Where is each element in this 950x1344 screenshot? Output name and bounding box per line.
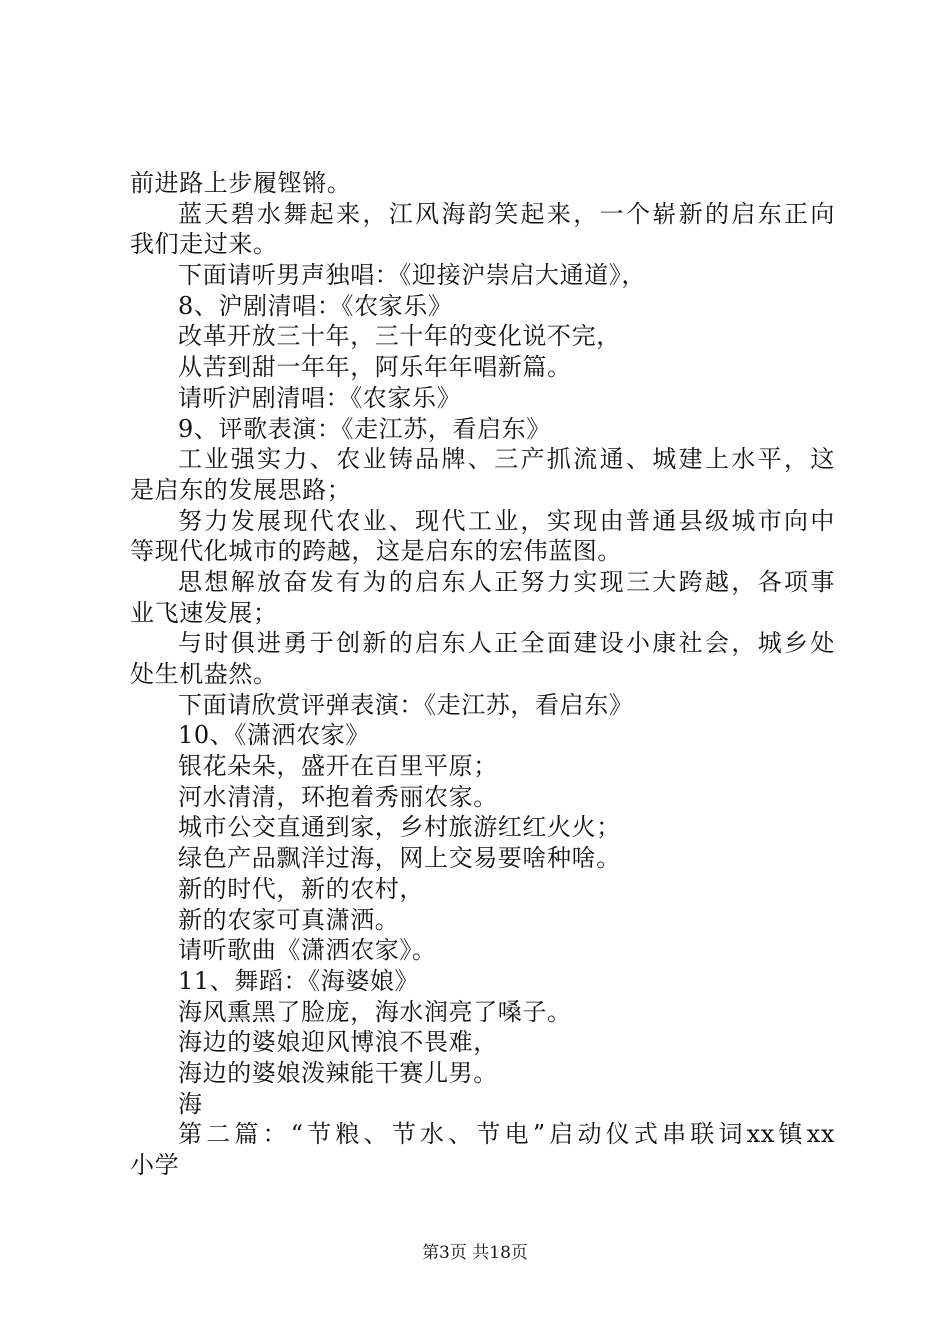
text-line: 银花朵朵，盛开在百里平原； xyxy=(178,752,498,781)
text-line: 海边的婆娘泼辣能干赛儿男。 xyxy=(178,1058,498,1087)
text-line: 请听歌曲《潇洒农家》。 xyxy=(178,936,437,965)
text-line: 等现代化城市的跨越，这是启东的宏伟蓝图。 xyxy=(130,537,622,566)
text-line: 下面请欣赏评弹表演：《走江苏，看启东》 xyxy=(178,690,634,719)
text-line: 从苦到甜一年年，阿乐年年唱新篇。 xyxy=(178,353,572,382)
text-line: 请听沪剧清唱：《农家乐》 xyxy=(178,383,462,412)
text-line: 思想解放奋发有为的启东人正努力实现三大跨越，各项事 xyxy=(178,567,835,596)
text-line: 海边的婆娘迎风博浪不畏难， xyxy=(178,1028,498,1057)
text-line: 处生机盎然。 xyxy=(130,660,278,688)
text-line: 海 xyxy=(178,1089,203,1118)
section-heading: 9、评歌表演：《走江苏，看启东》 xyxy=(178,414,551,443)
text-line: 与时俱进勇于创新的启东人正全面建设小康社会，城乡处 xyxy=(178,629,835,658)
text-line: 前进路上步履铿锵。 xyxy=(130,169,352,197)
text-line: 新的农家可真潇洒。 xyxy=(178,905,400,934)
text-line: 海风熏黑了脸庞，海水润亮了嗓子。 xyxy=(178,997,572,1026)
text-line: 业飞速发展； xyxy=(130,598,278,627)
text-line: 努力发展现代农业、现代工业，实现由普通县级城市向中 xyxy=(178,506,835,535)
text-line: 城市公交直通到家，乡村旅游红红火火； xyxy=(178,813,621,842)
text-line: 是启东的发展思路； xyxy=(130,475,352,504)
text-line: 改革开放三十年，三十年的变化说不完， xyxy=(178,322,621,351)
section-heading: 11、舞蹈：《海婆娘》 xyxy=(178,966,420,995)
document-body xyxy=(130,168,835,1181)
section-heading: 8、沪剧清唱：《农家乐》 xyxy=(178,291,453,320)
text-line: 下面请听男声独唱：《迎接沪崇启大通道》， xyxy=(178,261,646,290)
text-line: 河水清清，环抱着秀丽农家。 xyxy=(178,782,498,811)
chapter-title: 第二篇：“节粮、节水、节电”启动仪式串联词xx镇xx xyxy=(178,1120,835,1149)
text-line: 蓝天碧水舞起来，江风海韵笑起来，一个崭新的启东正向 xyxy=(178,199,835,228)
section-heading: 10、《潇洒农家》 xyxy=(178,721,370,750)
text-line: 工业强实力、农业铸品牌、三产抓流通、城建上水平，这 xyxy=(178,445,835,474)
chapter-title: 小学 xyxy=(130,1151,180,1179)
text-line: 新的时代，新的农村， xyxy=(178,874,424,903)
page-number: 第3页 共18页 xyxy=(422,1243,528,1263)
text-line: 我们走过来。 xyxy=(130,230,278,259)
text-line: 绿色产品飘洋过海，网上交易要啥种啥。 xyxy=(178,844,621,873)
